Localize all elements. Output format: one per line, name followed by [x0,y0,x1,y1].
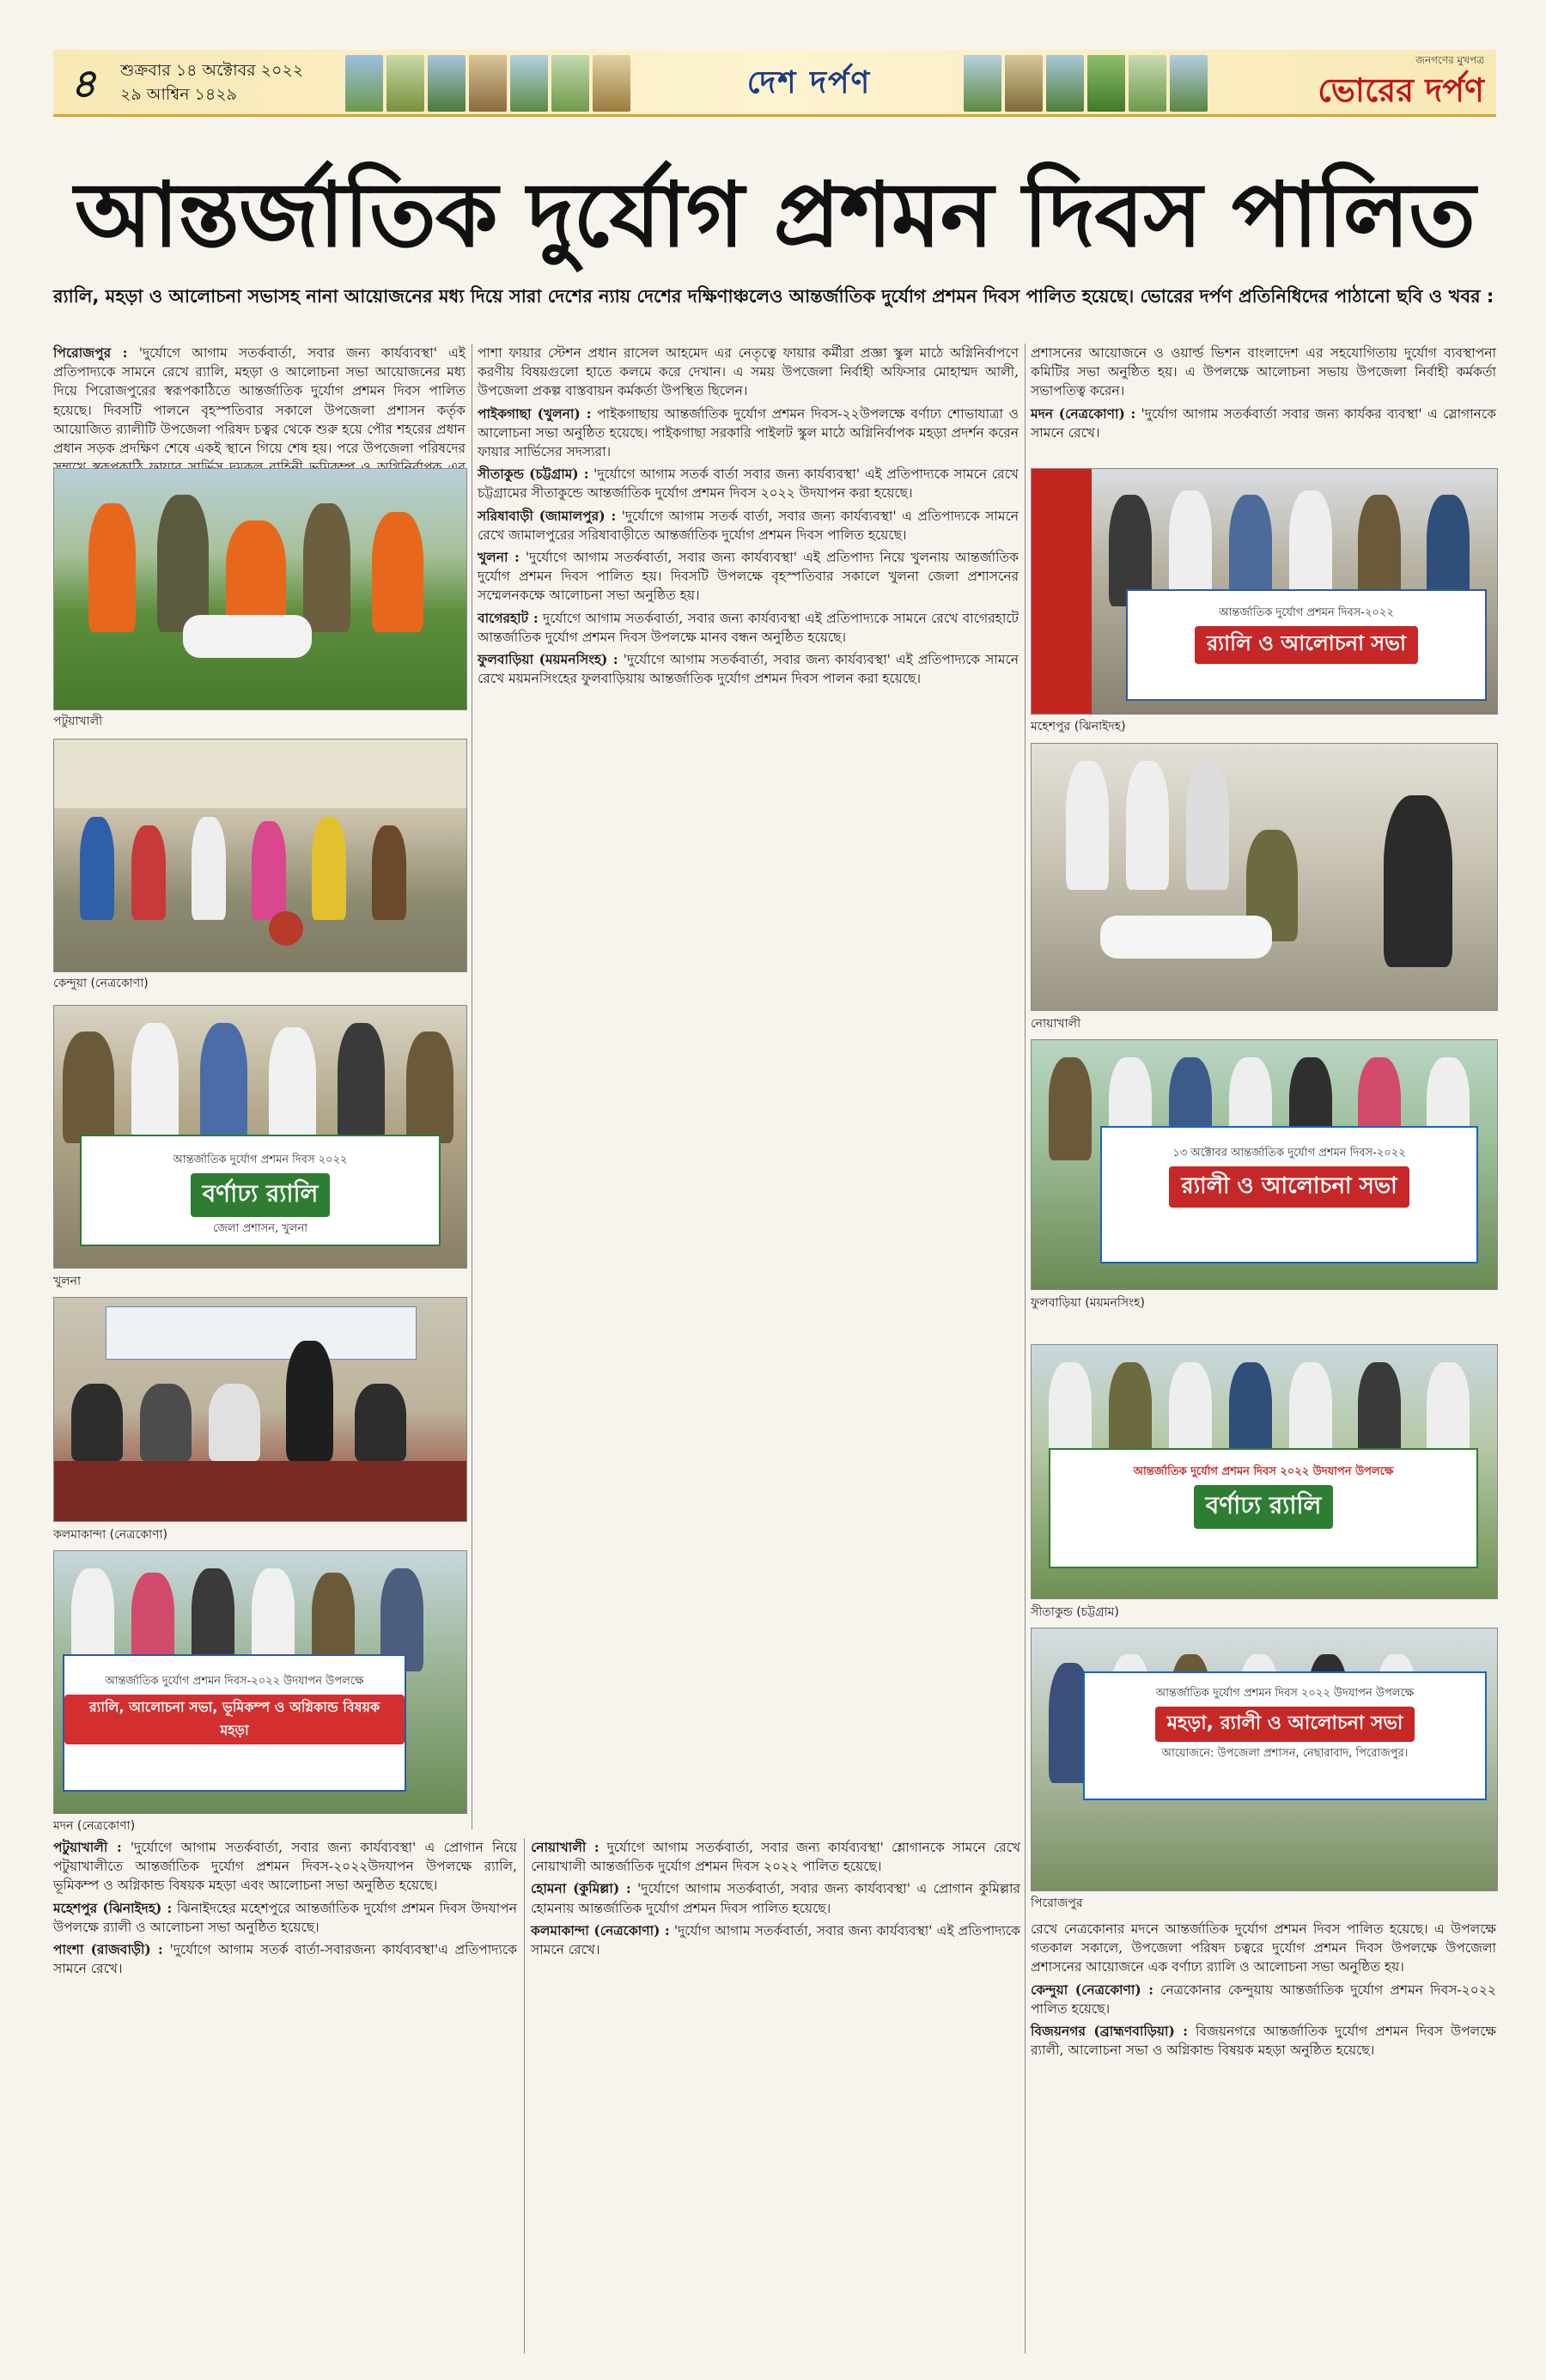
article-paragraph [478,405,1019,462]
photo-figure [1066,761,1109,890]
article-paragraph [531,1838,1020,1876]
photo-stretcher [1100,916,1272,959]
strip-photo [1129,55,1166,112]
dateline-place: বাগেরহাট : [478,609,539,626]
article-paragraph [478,548,1019,606]
photo-kendua [53,739,467,972]
article-paragraph [53,1899,517,1937]
article-bottom-column-3 [1031,1920,1496,2353]
photo-building [54,740,466,808]
article-paragraph [53,1940,517,1978]
photo-fulbaria [1031,1039,1498,1290]
photo-figure [1049,1057,1092,1160]
paragraph-text: 'দুর্যোগে আগাম সতর্কবার্তা, সবার জন্য কার্যব্যবস্থা' এই প্রতিপাদ্যকে সামনে রেখে র‍্যালি, মহড়া ও আলোচনা সভা আয়োজনের মধ্য দিয়ে পিরোজপুরের স্বরূপকাঠিতে আন্তর্জাতিক দুর্যোগ প্রশমন দিবস পালিত হয়েছে। দিবসটি পালনে বৃহস্পতিবার সকালে উপজেলা প্রশাসন কর্তৃক আয়োজিত র‍্যালীটি উপজেলা পরিষদ চত্বর থেকে শুরু হয়ে পৌর শহরের প্রধান প্রধান সড়ক প্রদক্ষিণ শেষে একই স্থানে গিয়ে শেষ হয়। পরে উপজেলা পরিষদের [53,345,466,457]
photo-figure [269,1027,316,1143]
caption-khulna: খুলনা [53,1275,82,1288]
strip-photo [386,55,424,112]
paragraph-text: প্রশাসনের আয়োজনে ও ওয়ার্ল্ড ভিশন বাংলাদেশ এর সহযোগিতায় দুর্যোগ ব্যবস্থাপনা কমিটির সভা অনুষ্ঠিত হয়। এ উপলক্ষে আলোচনা সভায় উপজেলা নির্বাহী কর্মকর্তা সভাপতিত্ব করেন। [1031,345,1496,399]
photo-figure [406,1032,453,1143]
photo-patuakhali [53,468,467,710]
lead-paragraph: র‍্যালি, মহড়া ও আলোচনা সভাসহ নানা আয়োজনের মধ্য দিয়ে সারা দেশের ন্যায় দেশের দক্ষিণাঞ্চলেও আন্তর্জাতিক দুর্যোগ প্রশমন দিবস পালিত হয়েছে। ভোরের দর্পণ প্রতিনিধিদের পাঠানো ছবি ও খবর : [53,286,1494,307]
strip-photo [551,55,589,112]
article-paragraph [478,507,1019,545]
strip-photo [345,55,383,112]
caption-sitakunda: সীতাকুন্ড (চট্টগ্রাম) [1031,1605,1119,1619]
article-paragraph [478,650,1019,688]
article-paragraph [1031,344,1496,401]
banner-fulbaria-top: ১৩ অক্টোবর আন্তর্জাতিক দুর্যোগ প্রশমন দিবস-২০২২ [1172,1147,1406,1160]
photo-figure [140,1384,192,1461]
photo-figure [303,503,350,632]
photo-figure [312,817,346,920]
banner-pirojpur [1083,1671,1487,1800]
dateline-place: মদন (নেত্রকোণা) : [1031,405,1136,422]
caption-kalmakanda: কলমাকান্দা (নেত্রকোণা) [53,1528,167,1542]
dateline-place: কলমাকান্দা (নেত্রকোণা) : [531,1921,670,1939]
column-divider [524,1838,525,2353]
photo-table [54,1461,466,1521]
caption-pirojpur: পিরোজপুর [1031,1896,1083,1910]
article-paragraph [1031,1981,1496,2018]
banner-maheshpur-main: র‍্যালি ও আলোচনা সভা [1195,626,1418,664]
dateline-place: হোমনা (কুমিল্লা) : [531,1880,631,1897]
article-paragraph [531,1879,1020,1917]
dateline-place: ফুলবাড়িয়া (ময়মনসিংহ) : [478,651,618,668]
photo-figure [338,1023,385,1143]
paragraph-text: দুর্যোগে আগাম সতর্কবার্তা, সবার জন্য কার্যব্যবস্থা' শ্লোগানকে সামনে রেখে নোয়াখালী আন্তর্জাতিক দুর্যোগ প্রশমন দিবস ২০২২ পালিত হয়েছে। [531,1840,1020,1875]
photo-backdrop-banner [106,1306,417,1360]
strip-photo [593,55,630,112]
paragraph-text: 'দুর্যোগে আগাম সতর্কবার্তা, সবার জন্য কার্যব্যবস্থা' এ প্রোগান নিয়ে পটুয়াখালীতে আন্তর্জাতিক দুর্যোগ প্রশমন দিবস-২০২২উদযাপন উপলক্ষে র‍্যালি, ভূমিকম্প ও অগ্নিকান্ড বিষয়ক মহড়া এবং আলোচনা সভা অনুষ্ঠিত হয়েছে। [53,1840,517,1894]
photo-figure [200,1023,247,1143]
column-divider [1025,344,1026,2353]
date-line-1: শুক্রবার ১৪ অক্টোবর ২০২২ [120,61,304,80]
photo-madan [53,1550,467,1814]
paragraph-text: 'দুর্যোগ আগাম সতর্কবার্তা সবার জন্য কার্যকর ব্যবস্থা' এ স্লোগানকে সামনে রেখে। [1031,405,1496,441]
banner-khulna-sub: জেলা প্রশাসন, খুলনা [212,1222,308,1235]
paragraph-text: 'দুর্যোগে আগাম সতর্কবার্তা, সবার জন্য কার্যব্যবস্থা' এই প্রতিপাদ্যকে সামনে রেখে ময়মনসিংহের ফুলবাড়িয়ায় আন্তর্জাতিক দুর্যোগ প্রশমন দিবস পালন করা হয়েছে। [478,652,1019,687]
photo-fire-extinguisher [269,911,303,946]
photo-figure [131,825,166,920]
photo-figure [157,495,209,632]
paragraph-text: 'দুর্যোগে আগাম সতর্ক বার্তা সবার জন্য কার্যব্যবস্থা' এই প্রতিপাদ্যকে সামনে রেখে চট্টগ্রামের সীতাকুন্ডে আন্তর্জাতিক দুর্যোগ প্রশমন দিবস ২০২২ উদযাপন করা হয়েছে। [478,466,1019,502]
photo-noakhali [1031,743,1498,1011]
paragraph-text: 'দুর্যোগে আগাম সতর্কবার্তা, সবার জন্য কার্যব্যবস্থা' এ প্রোগান কুমিল্লার হোমনায় আন্তর্জাতিক দুর্যোগ প্রশমন দিবস পালিত হয়েছে। [531,1881,1020,1916]
article-paragraph [53,1838,517,1896]
date-line-2: ২৯ আশ্বিন ১৪২৯ [120,85,237,104]
article-column-3 [1031,344,1496,455]
banner-sitakunda-top: আন্তর্জাতিক দুর্যোগ প্রশমন দিবস ২০২২ উদযাপন উপলক্ষে [1133,1465,1394,1478]
dateline-place: খুলনা : [478,549,520,566]
article-column-1 [53,344,466,460]
brand-tagline: জনগণের মুখপত্র [1415,54,1484,66]
masthead [53,50,1496,117]
dateline-place: বিজয়নগর (ব্রাহ্মণবাড়িয়া) : [1031,2023,1188,2040]
article-paragraph [478,465,1019,502]
photo-figure [131,1023,179,1143]
dateline-place: কেন্দুয়া (নেত্রকোণা) : [1031,1981,1153,1998]
caption-noakhali: নোয়াখালী [1031,1017,1081,1031]
date-block [120,58,378,107]
article-bottom-column-2 [531,1838,1020,2353]
article-paragraph [1031,1920,1496,1977]
strip-photo [469,55,507,112]
photo-figure [192,817,226,920]
banner-fulbaria-main: র‍্যালী ও আলোচনা সভা [1169,1166,1409,1208]
paragraph-text: 'দুর্যোগে আগাম সতর্ক বার্তা, সবার জন্য কার্যব্যবস্থা' এ প্রতিপাদ্যকে সামনে রেখে জামালপুরের সরিষাবাড়ীতে আন্তর্জাতিক দুর্যোগ প্রশমন দিবস পালিত হয়েছে। [478,508,1019,543]
banner-maheshpur [1126,589,1487,701]
article-column-2 [478,344,1019,1834]
paragraph-text: 'দুর্যোগ আগাম সতর্কবার্তা, সবার জন্য কার্যব্যবস্থা' এই প্রতিপাদ্যকে সামনে রেখে। [531,1922,1021,1958]
paragraph-text: রেখে নেত্রকোনার মদনে আন্তর্জাতিক দুর্যোগ প্রশমন দিবস পালিত হয়েছে। এ উপলক্ষে গতকাল সকালে, উপজেলা পরিষদ চত্বরে দুর্যোগ প্রশমন দিবস উপলক্ষে উপজেলা প্রশাসনের আয়োজনে এক বর্ণাঢ্য র‍্যালি ও আলোচনা সভা অনুষ্ঠিত হয়। [1031,1921,1496,1975]
page-number: ৪ [70,60,96,107]
strip-photo [1046,55,1084,112]
strip-photo [1170,55,1208,112]
dateline-place: পাইকগাছা (খুলনা) : [478,405,592,422]
photo-pirojpur [1031,1628,1498,1891]
photo-figure [286,1341,333,1461]
strip-photo [1087,55,1125,112]
banner-fulbaria [1100,1126,1478,1263]
photo-figure [372,512,423,632]
photo-maheshpur [1031,468,1498,715]
photo-khulna [53,1005,467,1269]
caption-patuakhali: পটুয়াখালী [53,715,103,728]
article-paragraph [531,1921,1020,1959]
dateline-place: সরিষাবাড়ী (জামালপুর) : [478,507,617,524]
photo-figure [252,821,286,920]
banner-khulna-main: বর্ণাঢ্য র‍্যালি [191,1173,331,1217]
banner-madan-main: র‍্যালি, আলোচনা সভা, ভূমিকম্প ও অগ্নিকান্ড বিষয়ক মহড়া [64,1695,405,1744]
brand-logo: ভোরের দর্পণ [1318,71,1484,109]
photo-figure [71,1384,123,1461]
masthead-photo-strip-left [345,55,630,112]
photo-figure [80,817,114,920]
photo-sitakunda [1031,1344,1498,1599]
banner-khulna-top: আন্তর্জাতিক দুর্যোগ প্রশমন দিবস ২০২২ [173,1153,348,1166]
strip-photo [1005,55,1043,112]
paragraph-text: দুর্যোগে আগাম সতর্কবার্তা, সবার জন্য কার্যব্যবস্থা এই প্রতিপাদ্যকে সামনে রেখে বাগেরহাটে আন্তর্জাতিক দুর্যোগ প্রশমন দিবস উপলক্ষে মানব বন্ধন অনুষ্ঠিত হয়েছে। [478,610,1019,645]
photo-figure [1186,761,1229,890]
photo-figure [1384,795,1452,967]
photo-figure [88,503,136,632]
photo-figure [355,1384,406,1461]
photo-figure [1126,761,1169,890]
paragraph-text: ঝিনাইদহের মহেশপুরে আন্তর্জাতিক দুর্যোগ প্রশমন দিবস উদযাপন উপলক্ষে র‍্যালী ও আলোচনা সভা অনুষ্ঠিত হয়েছে। [53,1900,518,1935]
paragraph-text: 'দুর্যোগে আগাম সতর্ক বার্তা-সবারজন্য কার্যব্যবস্থা'এ প্রতিপাদ্যকে সামনে রেখে। [53,1942,518,1977]
strip-photo [964,55,1001,112]
banner-pirojpur-sub: আয়োজনে: উপজেলা প্রশাসন, নেছারাবাদ, পিরোজপুর। [1161,1747,1409,1760]
banner-pirojpur-main: মহড়া, র‍্যালী ও আলোচনা সভা [1155,1707,1415,1742]
photo-kalmakanda [53,1297,467,1522]
dateline-place: নোয়াখালী : [531,1839,600,1855]
caption-fulbaria: ফুলবাড়িয়া (ময়মনসিংহ) [1031,1296,1145,1310]
banner-pirojpur-top: আন্তর্জাতিক দুর্যোগ প্রশমন দিবস ২০২২ উদযাপন উপলক্ষে [1155,1687,1415,1700]
article-paragraph [478,344,1019,401]
dateline-place: পটুয়াখালী : [53,1839,122,1855]
paragraph-text: বিজয়নগরে আন্তর্জাতিক দুর্যোগ প্রশমন দিবস উপলক্ষে র‍্যালী, আলোচনা সভা ও অগ্নিকান্ড বিষয়ক মহড়া অনুষ্ঠিত হয়েছে। [1031,2024,1496,2059]
paragraph-text: নেত্রকোনার কেন্দুয়ায় আন্তর্জাতিক দুর্যোগ প্রশমন দিবস-২০২২ পালিত হয়েছে। [1031,1981,1496,2017]
dateline-place: পিরোজপুর : [53,344,128,361]
article-paragraph [1031,405,1496,442]
dateline-place: পাংশা (রাজবাড়ী) : [53,1941,163,1958]
paragraph-text: পাশা ফায়ার স্টেশন প্রধান রাসেল আহমেদ এর নেতৃত্বে ফায়ার কর্মীরা প্রজ্ঞা স্কুল মাঠে অগ্নিনির্বাপণে করণীয় বিষয়গুলো হাতে কলমে করে দেখান। এ সময় উপজেলা নির্বাহী অফিসার মোহাম্মদ আলী, উপজেলা প্রকল্প বাস্তবায়ন কর্মকর্তা উপস্থিত ছিলেন। [478,345,1019,399]
banner-maheshpur-top: আন্তর্জাতিক দুর্যোগ প্রশমন দিবস-২০২২ [1219,606,1394,619]
paragraph-text: পাইকগাছায় আন্তর্জাতিক দুর্যোগ প্রশমন দিবস-২২উপলক্ষে বর্ণাঢ্য শোভাযাত্রা ও আলোচনা সভা অনুষ্ঠিত হয়েছে। পাইকগাছা সরকারি পাইলট স্কুল মাঠে অগ্নিনির্বাপক মহড়া প্রদর্শন করেন ফায়ার সার্ভিসের সদস্যরা। [478,405,1019,460]
banner-sitakunda [1049,1448,1478,1568]
banner-sitakunda-main: বর্ণাঢ্য র‍্যালি [1194,1485,1334,1529]
photo-figure [372,825,406,920]
article-bottom-column-1 [53,1838,517,2353]
dateline-place: সীতাকুন্ড (চট্টগ্রাম) : [478,466,589,483]
photo-figure [63,1032,114,1143]
article-paragraph [478,609,1019,647]
photo-stretcher [183,615,312,658]
banner-madan-top: আন্তর্জাতিক দুর্যোগ প্রশমন দিবস-২০২২ উদযাপন উপলক্ষে [105,1675,364,1688]
photo-figure [209,1384,260,1461]
strip-photo [428,55,466,112]
caption-kendua: কেন্দুয়া (নেত্রকোণা) [53,977,149,990]
masthead-photo-strip-right [964,55,1208,112]
headline: আন্তর্জাতিক দুর্যোগ প্রশমন দিবস পালিত [74,162,1476,267]
banner-madan [63,1654,406,1792]
article-paragraph [1031,2022,1496,2060]
caption-madan: মদন (নেত্রকোণা) [53,1819,136,1833]
banner-khulna [80,1135,441,1246]
paragraph-text: 'দুর্যোগে আগাম সতর্কবার্তা, সবার জন্য কার্যব্যবস্থা' এই প্রতিপাদ্য নিয়ে খুলনায় আন্তর্জাতিক দুর্যোগ প্রশমন দিবস পালিত হয়। দিবসটি উপলক্ষে বৃহস্পতিবার সকালে খুলনা জেলা প্রশাসনের সম্মেলনকক্ষে আলোচনা সভা অনুষ্ঠিত হয়। [478,550,1020,604]
dateline-place: মহেশপুর (ঝিনাইদহ) : [53,1899,173,1916]
photo-fire-truck [1032,469,1092,714]
section-name: দেশ দর্পণ [746,65,872,100]
caption-maheshpur: মহেশপুর (ঝিনাইদহ) [1031,720,1126,733]
strip-photo [510,55,548,112]
